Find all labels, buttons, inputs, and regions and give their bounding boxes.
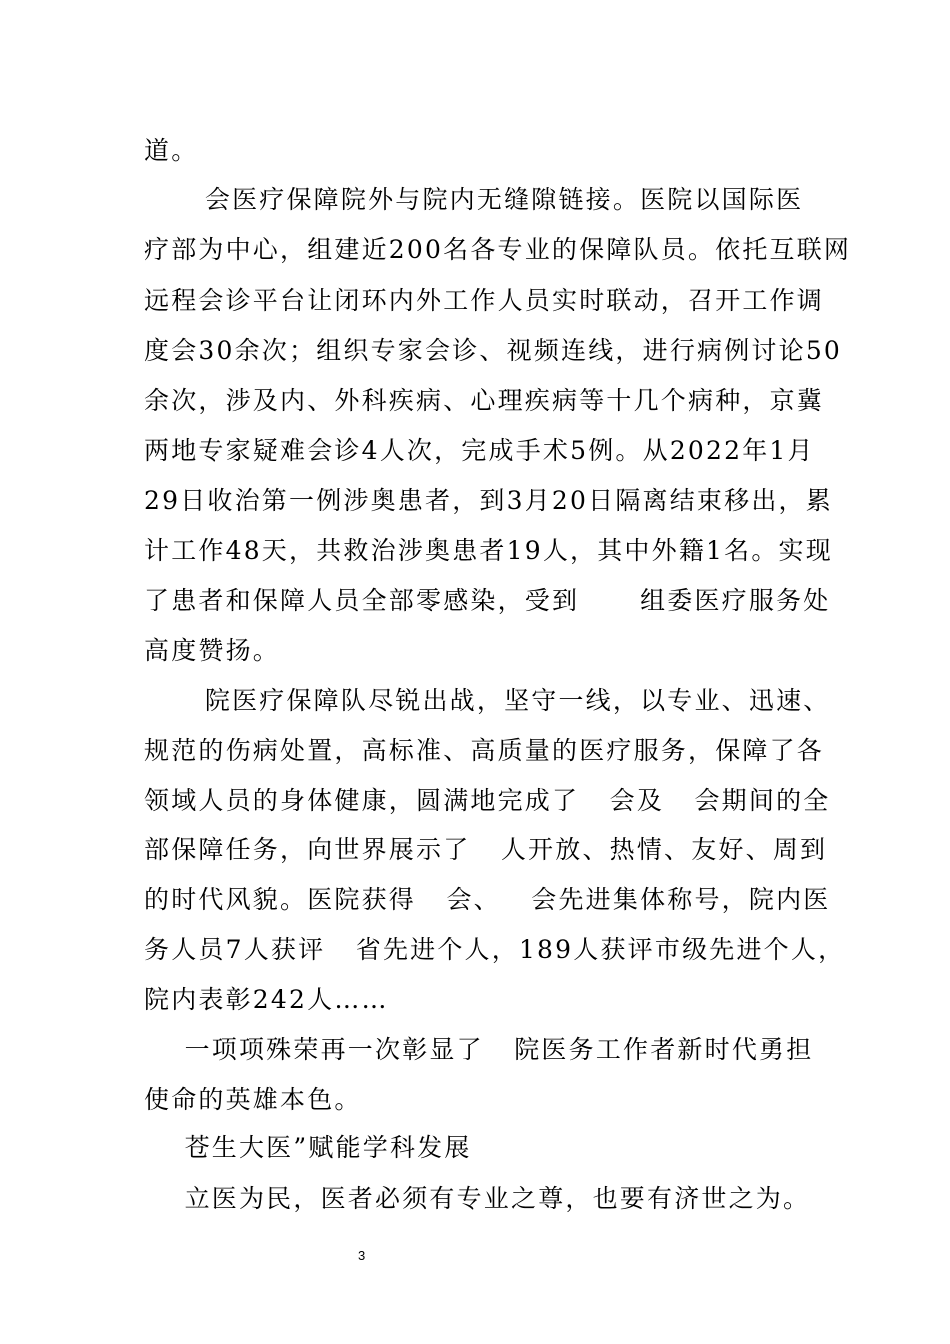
text-line: 部保障任务，向世界展示了 人开放、热情、友好、周到 <box>144 835 828 864</box>
text-line: 领域人员的身体健康，圆满地完成了 会及 会期间的全 <box>144 786 831 815</box>
text-line: 了患者和保障人员全部零感染，受到 组委医疗服务处 <box>144 586 831 615</box>
text-line: 29日收治第一例涉奥患者，到3月20日隔离结束移出，累 <box>144 486 833 515</box>
text-line: 苍生大医”赋能学科发展 <box>144 1133 472 1162</box>
text-line: 院内表彰242人…… <box>144 985 389 1014</box>
text-line: 余次，涉及内、外科疾病、心理疾病等十几个病种，京冀 <box>144 386 825 415</box>
text-line: 务人员7人获评 省先进个人，189人获评市级先进个人， <box>144 935 846 964</box>
text-line: 的时代风貌。医院获得 会、 会先进集体称号，院内医 <box>144 885 831 914</box>
page-number: 3 <box>358 1248 366 1263</box>
text-line: 远程会诊平台让闭环内外工作人员实时联动，召开工作调 <box>144 286 825 315</box>
text-line: 立医为民，医者必须有专业之尊，也要有济世之为。 <box>144 1184 811 1213</box>
text-line: 高度赞扬。 <box>144 636 281 665</box>
text-line: 使命的英雄本色。 <box>144 1085 362 1114</box>
text-line: 度会30余次；组织专家会诊、视频连线，进行病例讨论50 <box>144 336 843 365</box>
text-line: 计工作48天，共救治涉奥患者19人，其中外籍1名。实现 <box>144 536 833 565</box>
text-line: 两地专家疑难会诊4人次，完成手术5例。从2022年1月 <box>144 436 815 465</box>
text-line: 规范的伤病处置，高标准、高质量的医疗服务，保障了各 <box>144 736 825 765</box>
text-line: 会医疗保障院外与院内无缝隙链接。医院以国际医 <box>144 185 804 214</box>
text-line: 院医疗保障队尽锐出战，坚守一线，以专业、迅速、 <box>144 686 831 715</box>
text-line: 疗部为中心，组建近200名各专业的保障队员。依托互联网 <box>144 235 852 264</box>
text-line: 一项项殊荣再一次彰显了 院医务工作者新时代勇担 <box>144 1035 814 1064</box>
text-line: 道。 <box>144 136 199 165</box>
